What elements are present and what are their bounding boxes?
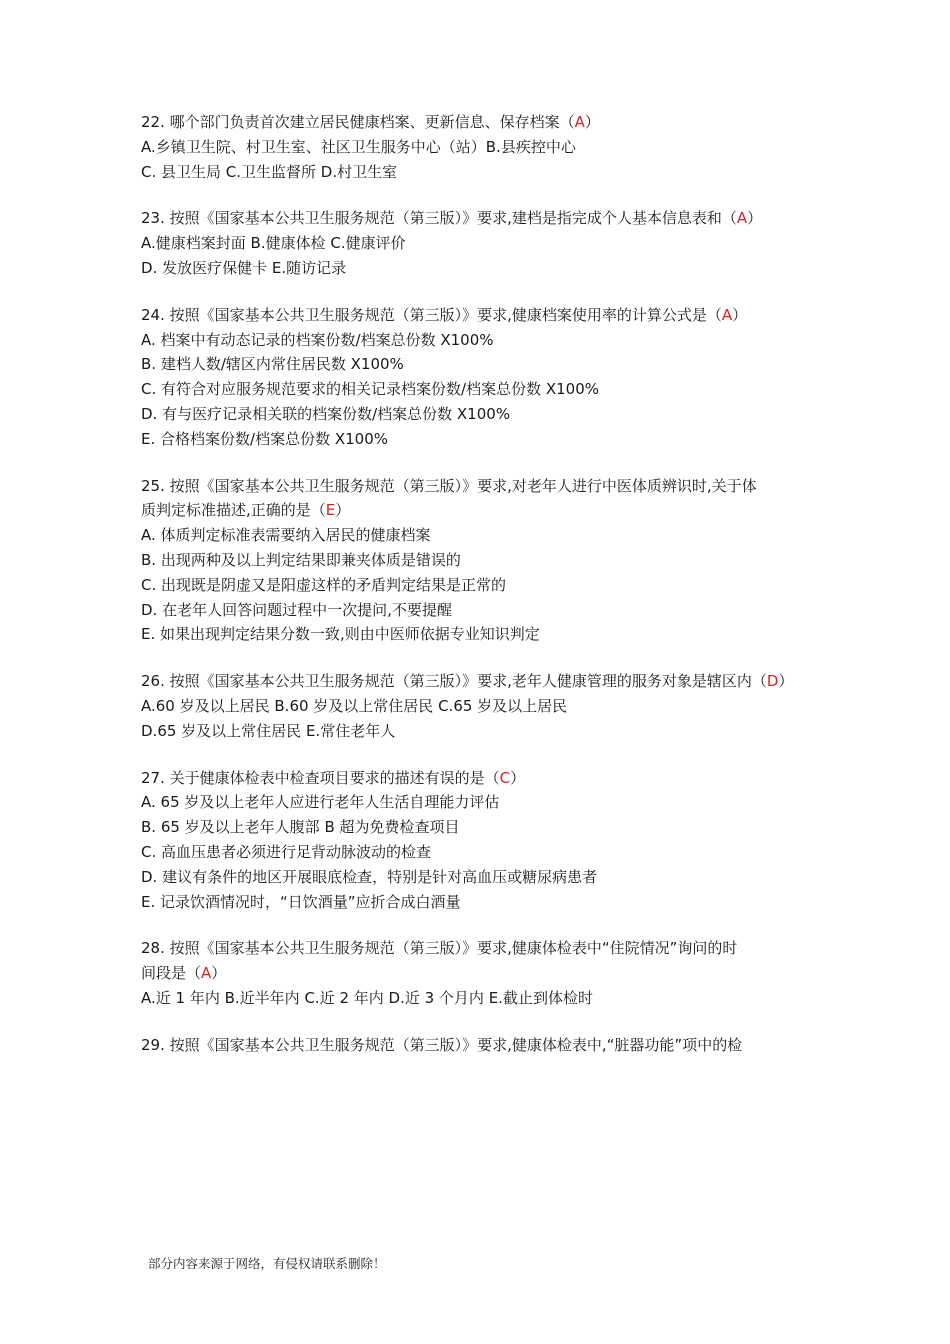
option-line: C. 县卫生局 C.卫生监督所 D.村卫生室	[141, 162, 398, 181]
stem-text: 27. 关于健康体检表中检查项目要求的描述有误的是（	[141, 768, 500, 787]
option-line: A.健康档案封面 B.健康体检 C.健康评价	[141, 234, 406, 253]
option-line: D. 有与医疗记录相关联的档案份数/档案总份数 X100%	[141, 404, 511, 423]
question-stem	[141, 669, 821, 694]
option-line: D.65 岁及以上常住居民 E.常住老年人	[141, 721, 396, 740]
stem-close: ）	[335, 501, 351, 520]
answer-letter: A	[201, 964, 212, 983]
option-line: B. 65 岁及以上老年人腹部 B 超为免费检查项目	[141, 818, 460, 837]
stem-text: 26. 按照《国家基本公共卫生服务规范（第三版）》要求,老年人健康管理的服务对象是辖区内（	[141, 672, 767, 691]
option-line: B. 出现两种及以上判定结果即兼夹体质是错误的	[141, 550, 461, 569]
stem-text: 23. 按照《国家基本公共卫生服务规范（第三版）》要求,建档是指完成个人基本信息表和（	[141, 209, 737, 228]
stem-text: 质判定标准描述,正确的是（	[141, 501, 326, 520]
question-stem	[141, 206, 821, 231]
question-list	[141, 110, 821, 1080]
question-22	[141, 110, 821, 184]
question-stem-continued	[141, 498, 821, 523]
answer-letter: C	[499, 768, 511, 787]
question-23	[141, 206, 821, 280]
answer-letter: E	[325, 501, 336, 520]
option-line: C. 高血压患者必须进行足背动脉波动的检查	[141, 842, 432, 861]
question-29	[141, 1033, 821, 1058]
answer-letter: A	[736, 209, 748, 228]
question-28	[141, 936, 821, 1010]
question-26	[141, 669, 821, 743]
question-25	[141, 474, 821, 648]
stem-text: 22. 哪个部门负责首次建立居民健康档案、更新信息、保存档案（	[141, 113, 575, 131]
option-line: D. 建议有条件的地区开展眼底检查，特别是针对高血压或糖尿病患者	[141, 867, 598, 886]
option-line: C. 出现既是阴虚又是阳虚这样的矛盾判定结果是正常的	[141, 575, 507, 594]
option-line: E. 合格档案份数/档案总份数 X100%	[141, 429, 388, 448]
option-line: B. 建档人数/辖区内常住居民数 X100%	[141, 355, 404, 374]
question-stem	[141, 766, 821, 791]
option-line: A.乡镇卫生院、村卫生室、社区卫生服务中心（站）B.县疾控中心	[141, 137, 576, 156]
stem-close: ）	[584, 113, 600, 131]
stem-close: ）	[747, 209, 763, 228]
question-stem	[141, 110, 821, 135]
stem-close: ）	[778, 672, 794, 691]
option-line: D. 发放医疗保健卡 E.随访记录	[141, 258, 347, 277]
stem-text: 24. 按照《国家基本公共卫生服务规范（第三版）》要求,健康档案使用率的计算公式是（	[141, 305, 722, 324]
copyright-footer: 部分内容来源于网络，有侵权请联系删除！	[148, 1256, 386, 1271]
question-stem: 28. 按照《国家基本公共卫生服务规范（第三版）》要求,健康体检表中“住院情况”询问的时	[141, 939, 738, 958]
stem-close: ）	[510, 768, 526, 787]
stem-close: ）	[211, 964, 227, 983]
question-stem	[141, 303, 821, 328]
option-line: A. 体质判定标准表需要纳入居民的健康档案	[141, 526, 431, 545]
option-line: E. 如果出现判定结果分数一致,则由中医师依据专业知识判定	[141, 625, 540, 644]
answer-letter: A	[574, 113, 585, 131]
option-line: C. 有符合对应服务规范要求的相关记录档案份数/档案总份数 X100%	[141, 380, 599, 399]
option-line: A. 65 岁及以上老年人应进行老年人生活自理能力评估	[141, 793, 500, 812]
option-line: A.近 1 年内 B.近半年内 C.近 2 年内 D.近 3 个月内 E.截止到体检时	[141, 988, 593, 1007]
question-24	[141, 303, 821, 452]
question-stem: 29. 按照《国家基本公共卫生服务规范（第三版）》要求,健康体检表中,“脏器功能”项中的检	[141, 1035, 743, 1054]
option-line: D. 在老年人回答问题过程中一次提问,不要提醒	[141, 600, 452, 619]
question-27	[141, 766, 821, 915]
stem-close: ）	[732, 305, 748, 324]
answer-letter: A	[721, 305, 733, 324]
option-line: E. 记录饮酒情况时，“日饮酒量”应折合成白酒量	[141, 892, 461, 911]
question-stem: 25. 按照《国家基本公共卫生服务规范（第三版）》要求,对老年人进行中医体质辨识时,关于体	[141, 476, 757, 495]
option-line: A. 档案中有动态记录的档案份数/档案总份数 X100%	[141, 330, 494, 349]
stem-text: 间段是（	[141, 964, 202, 983]
question-stem-continued	[141, 961, 821, 986]
answer-letter: D	[766, 672, 779, 691]
option-line: A.60 岁及以上居民 B.60 岁及以上常住居民 C.65 岁及以上居民	[141, 696, 568, 715]
